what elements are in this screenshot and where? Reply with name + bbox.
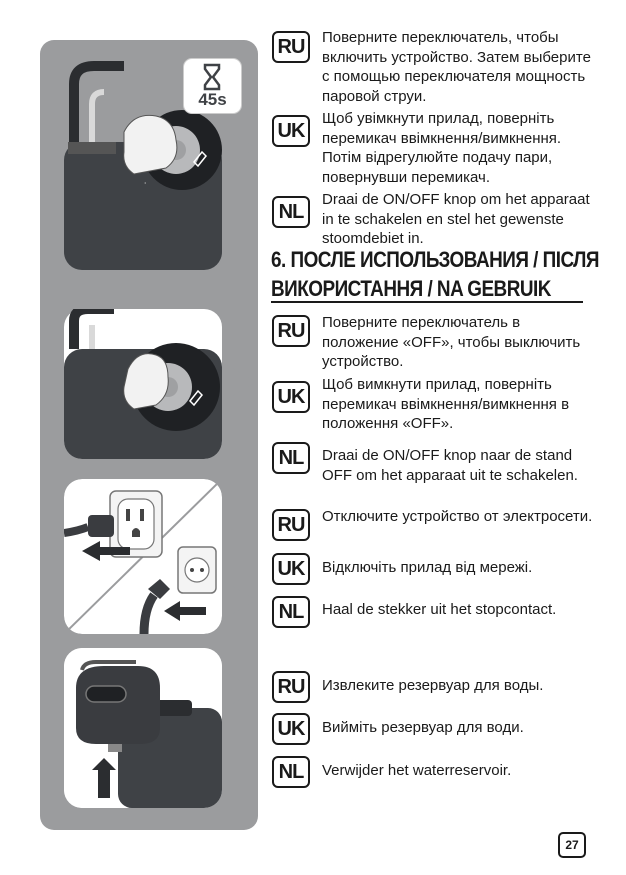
pointer-arrow [222,580,256,620]
lang-code-uk: UK [272,115,310,147]
instruction-text-nl: Draai de ON/OFF knop naar de stand OFF om het apparaat uit te schakelen. [322,447,578,484]
section-heading [271,245,599,303]
instruction-text-nl: Verwijder het waterreservoir. [322,762,512,779]
section-heading-line1: 6. ПОСЛЕ ИСПОЛЬЗОВАНИЯ / ПІСЛЯ [271,247,599,272]
lang-code-nl: NL [272,196,310,228]
instruction-text-nl: Haal de stekker uit het stopcontact. [322,601,557,618]
heading-rule [271,301,583,303]
lang-code-ru: RU [272,509,310,541]
instruction-text-uk: Відключіть прилад від мережі. [322,559,533,576]
instruction-text-ru: Поверните переключатель в положение «OFF», чтобы выключить устройство. [322,314,581,370]
lang-code-nl: NL [272,756,310,788]
instruction-text-uk: Щоб увімкнути прилад, поверніть перемикач ввімкнення/вимкнення. Потім відрегулюйте подачу пари, повернувши перемикач. [322,110,562,186]
lang-code-ru: RU [272,315,310,347]
svg-text:⸱: ⸱ [144,179,147,189]
lang-code-uk: UK [272,713,310,745]
lang-code-nl: NL [272,442,310,474]
lang-code-uk: UK [272,381,310,413]
instruction-text-nl: Draai de ON/OFF knop om het apparaat in te schakelen en stel het gewenste stoomdebiet in. [322,191,590,247]
instruction-text-uk: Вийміть резервуар для води. [322,719,524,736]
illustration-unplug [64,479,222,634]
lang-code-ru: RU [272,31,310,63]
instruction-text-ru: Извлеките резервуар для воды. [322,677,544,694]
illustration-remove-tank [64,648,222,808]
pointer-arrow [222,362,256,402]
lang-code-uk: UK [272,553,310,585]
instruction-text-ru: Поверните переключатель, чтобы включить устройство. Затем выберите с помощью переключателя мощность паровой струи. [322,29,591,105]
page-number: 27 [558,832,586,858]
lang-code-nl: NL [272,596,310,628]
timer-badge [183,58,242,114]
hourglass-icon [205,65,219,89]
pointer-arrow [222,670,256,710]
pointer-arrow [222,128,256,168]
section-heading-line2: ВИКОРИСТАННЯ / NA GEBRUIK [271,276,551,301]
illustration-switch-off [64,309,222,459]
instruction-text-uk: Щоб вимкнути прилад, поверніть перемикач ввімкнення/вимкнення в положення «OFF». [322,376,570,432]
instruction-text-ru: Отключите устройство от электросети. [322,508,593,525]
lang-code-ru: RU [272,671,310,703]
timer-badge-label: 45s [198,90,227,109]
